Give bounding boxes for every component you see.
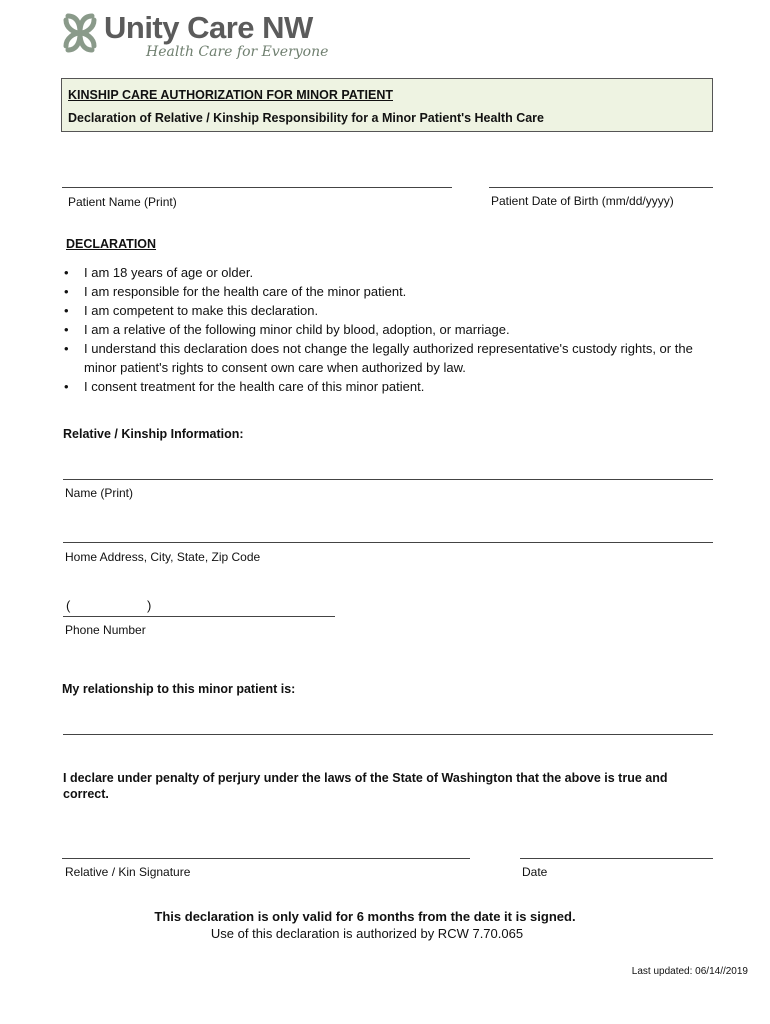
date-label: Date	[522, 865, 548, 879]
relative-name-field[interactable]	[63, 479, 713, 480]
form-title: KINSHIP CARE AUTHORIZATION FOR MINOR PATIENT	[68, 88, 393, 102]
patient-dob-field[interactable]	[489, 187, 713, 188]
home-address-label: Home Address, City, State, Zip Code	[65, 550, 261, 564]
declaration-item: • I consent treatment for the health care of this minor patient.	[64, 379, 425, 394]
home-address-field[interactable]	[63, 542, 713, 543]
logo-name: Unity Care NW	[104, 10, 313, 45]
patient-name-label: Patient Name (Print)	[68, 195, 177, 209]
relationship-heading: My relationship to this minor patient is:	[62, 682, 296, 696]
validity-notice: This declaration is only valid for 6 months from the date it is signed.	[154, 909, 576, 924]
bullet-icon: •	[64, 265, 69, 280]
declaration-heading: DECLARATION	[66, 237, 157, 251]
logo-tagline: Health Care for Everyone	[146, 44, 329, 60]
signature-label: Relative / Kin Signature	[65, 865, 191, 879]
declaration-item: • I understand this declaration does not change the legally authorized representative's custody rights, or the minor patient's rights to consent own care when authorized by law.	[64, 341, 693, 375]
last-updated: Last updated: 06/14//2019	[631, 966, 748, 977]
bullet-icon: •	[64, 322, 69, 337]
bullet-icon: •	[64, 379, 69, 394]
form-subtitle: Declaration of Relative / Kinship Responsibility for a Minor Patient's Health Care	[68, 111, 544, 125]
declaration-item: • I am a relative of the following minor child by blood, adoption, or marriage.	[64, 322, 510, 337]
phone-number-field[interactable]	[63, 616, 335, 617]
patient-dob-label: Patient Date of Birth (mm/dd/yyyy)	[491, 194, 674, 208]
phone-open-paren: (	[66, 598, 71, 613]
date-field[interactable]	[520, 858, 713, 859]
phone-number-label: Phone Number	[65, 623, 146, 637]
signature-field[interactable]	[62, 858, 470, 859]
patient-name-field[interactable]	[62, 187, 452, 188]
relative-info-heading: Relative / Kinship Information:	[63, 427, 244, 441]
declaration-list	[62, 263, 702, 396]
phone-close-paren: )	[147, 598, 152, 613]
bullet-icon: •	[64, 284, 69, 299]
bullet-icon: •	[64, 341, 69, 356]
relationship-field[interactable]	[63, 734, 713, 735]
declaration-item: • I am competent to make this declaration.	[64, 303, 319, 318]
declaration-item: • I am responsible for the health care of the minor patient.	[64, 284, 407, 299]
rcw-authority-note: Use of this declaration is authorized by RCW 7.70.065	[210, 926, 524, 941]
declaration-item: • I am 18 years of age or older.	[64, 265, 254, 280]
relative-name-label: Name (Print)	[65, 486, 134, 500]
perjury-statement: I declare under penalty of perjury under the laws of the State of Washington that the above is true and correct.	[63, 771, 668, 801]
bullet-icon: •	[64, 303, 69, 318]
